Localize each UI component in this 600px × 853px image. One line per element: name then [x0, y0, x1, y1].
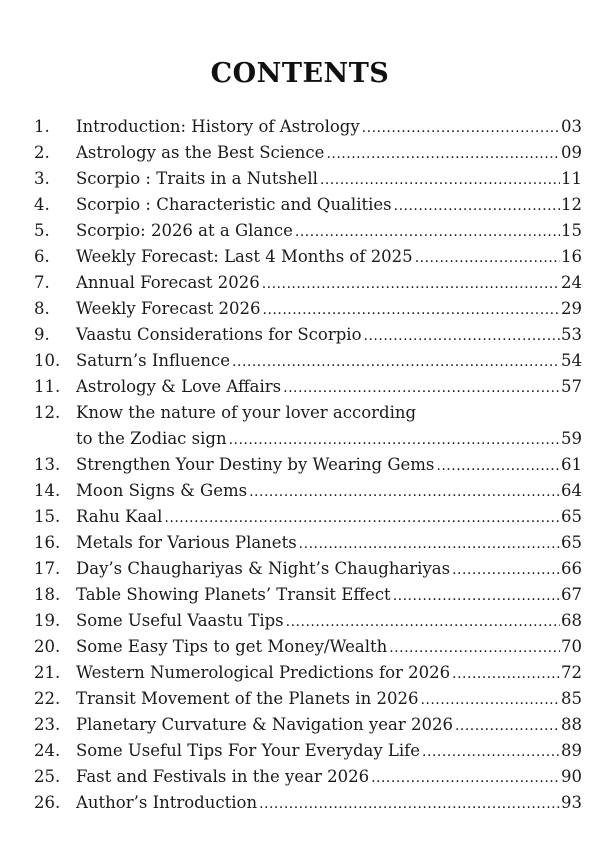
table-of-contents — [0, 114, 600, 816]
toc-entry — [0, 634, 600, 660]
leader-dots — [455, 713, 560, 739]
entry-page: 68 — [561, 611, 582, 630]
entry-number: 11. — [34, 377, 61, 396]
leader-dots — [422, 739, 560, 765]
entry-page: 85 — [561, 689, 582, 708]
toc-entry — [0, 738, 600, 764]
leader-dots — [436, 453, 560, 479]
entry-title: Introduction: History of Astrology — [76, 117, 360, 136]
entry-title: Know the nature of your lover according — [76, 403, 417, 422]
leader-dots — [299, 531, 560, 557]
leader-dots — [415, 245, 560, 271]
entry-title: Transit Movement of the Planets in 2026 — [76, 689, 419, 708]
entry-page: 67 — [561, 585, 582, 604]
entry-title: Scorpio : Traits in a Nutshell — [76, 169, 318, 188]
leader-dots — [232, 349, 560, 375]
toc-entry — [0, 192, 600, 218]
entry-page: 54 — [561, 351, 582, 370]
toc-entry — [0, 218, 600, 244]
entry-page: 88 — [561, 715, 582, 734]
entry-title: Vaastu Considerations for Scorpio — [76, 325, 362, 344]
entry-title: Some Easy Tips to get Money/Wealth — [76, 637, 388, 656]
leader-dots — [229, 427, 560, 453]
entry-page: 64 — [561, 481, 582, 500]
entry-number: 1. — [34, 117, 50, 136]
entry-title: Scorpio: 2026 at a Glance — [76, 221, 293, 240]
entry-number: 2. — [34, 143, 50, 162]
leader-dots — [420, 687, 560, 713]
leader-dots — [249, 479, 560, 505]
leader-dots — [389, 635, 560, 661]
entry-number: 3. — [34, 169, 50, 188]
toc-entry — [0, 790, 600, 816]
entry-title: Metals for Various Planets — [76, 533, 297, 552]
entry-number: 4. — [34, 195, 50, 214]
leader-dots — [283, 375, 560, 401]
leader-dots — [262, 271, 560, 297]
entry-page: 65 — [561, 533, 582, 552]
entry-number: 16. — [34, 533, 61, 552]
entry-number: 22. — [34, 689, 61, 708]
entry-title: Astrology & Love Affairs — [76, 377, 282, 396]
entry-page: 70 — [561, 637, 582, 656]
leader-dots — [164, 505, 560, 531]
entry-page: 57 — [561, 377, 582, 396]
entry-number: 24. — [34, 741, 61, 760]
toc-entry — [0, 478, 600, 504]
entry-title: Annual Forecast 2026 — [76, 273, 260, 292]
entry-title: Moon Signs & Gems — [76, 481, 248, 500]
entry-page: 61 — [561, 455, 582, 474]
entry-page: 16 — [561, 247, 582, 266]
leader-dots — [263, 297, 560, 323]
leader-dots — [362, 115, 560, 141]
entry-page: 12 — [561, 195, 582, 214]
entry-page: 59 — [561, 429, 582, 448]
entry-number: 15. — [34, 507, 61, 526]
entry-number: 9. — [34, 325, 50, 344]
entry-title: Table Showing Planets’ Transit Effect — [76, 585, 391, 604]
entry-page: 65 — [561, 507, 582, 526]
toc-entry — [0, 114, 600, 140]
entry-page: 66 — [561, 559, 582, 578]
toc-entry — [0, 244, 600, 270]
entry-number: 6. — [34, 247, 50, 266]
entry-title: Day’s Chaughariyas & Night’s Chaughariyas — [76, 559, 451, 578]
toc-entry — [0, 322, 600, 348]
entry-title: Some Useful Tips For Your Everyday Life — [76, 741, 421, 760]
entry-number: 26. — [34, 793, 61, 812]
entry-number: 8. — [34, 299, 50, 318]
entry-title: Saturn’s Influence — [76, 351, 231, 370]
entry-title: Fast and Festivals in the year 2026 — [76, 767, 370, 786]
leader-dots — [394, 193, 560, 219]
entry-page: 93 — [561, 793, 582, 812]
toc-entry — [0, 530, 600, 556]
leader-dots — [286, 609, 560, 635]
toc-entry — [0, 348, 600, 374]
entry-title: Astrology as the Best Science — [76, 143, 325, 162]
entry-number: 14. — [34, 481, 61, 500]
entry-page: 29 — [561, 299, 582, 318]
toc-entry — [0, 686, 600, 712]
entry-page: 03 — [561, 117, 582, 136]
entry-page: 15 — [561, 221, 582, 240]
entry-title: Strengthen Your Destiny by Wearing Gems — [76, 455, 435, 474]
toc-entry — [0, 400, 600, 452]
leader-dots — [295, 219, 560, 245]
toc-entry — [0, 556, 600, 582]
leader-dots — [259, 791, 560, 817]
entry-title: Weekly Forecast: Last 4 Months of 2025 — [76, 247, 413, 266]
entry-title: Rahu Kaal — [76, 507, 163, 526]
entry-number: 10. — [34, 351, 61, 370]
toc-entry — [0, 296, 600, 322]
leader-dots — [326, 141, 560, 167]
leader-dots — [452, 661, 560, 687]
toc-entry — [0, 504, 600, 530]
toc-entry — [0, 374, 600, 400]
toc-entry — [0, 660, 600, 686]
entry-title-continued: to the Zodiac sign — [76, 429, 227, 448]
entry-title: Author’s Introduction — [76, 793, 258, 812]
entry-page: 89 — [561, 741, 582, 760]
entry-number: 12. — [34, 403, 61, 422]
entry-page: 90 — [561, 767, 582, 786]
entry-number: 23. — [34, 715, 61, 734]
toc-entry — [0, 140, 600, 166]
toc-entry — [0, 712, 600, 738]
toc-entry — [0, 166, 600, 192]
entry-title: Scorpio : Characteristic and Qualities — [76, 195, 392, 214]
entry-title: Planetary Curvature & Navigation year 2026 — [76, 715, 453, 734]
toc-entry — [0, 608, 600, 634]
entry-page: 53 — [561, 325, 582, 344]
entry-page: 09 — [561, 143, 582, 162]
toc-entry — [0, 270, 600, 296]
leader-dots — [320, 167, 560, 193]
entry-page: 24 — [561, 273, 582, 292]
page-title: CONTENTS — [210, 58, 390, 89]
leader-dots — [371, 765, 560, 791]
entry-page: 72 — [561, 663, 582, 682]
leader-dots — [393, 583, 560, 609]
entry-number: 20. — [34, 637, 61, 656]
entry-number: 5. — [34, 221, 50, 240]
entry-number: 19. — [34, 611, 61, 630]
toc-entry — [0, 764, 600, 790]
entry-number: 17. — [34, 559, 61, 578]
entry-page: 11 — [561, 169, 582, 188]
entry-number: 21. — [34, 663, 61, 682]
entry-title: Weekly Forecast 2026 — [76, 299, 261, 318]
leader-dots — [364, 323, 560, 349]
entry-title: Western Numerological Predictions for 2026 — [76, 663, 451, 682]
entry-number: 7. — [34, 273, 50, 292]
entry-number: 25. — [34, 767, 61, 786]
toc-entry — [0, 452, 600, 478]
leader-dots — [452, 557, 560, 583]
entry-number: 13. — [34, 455, 61, 474]
entry-title: Some Useful Vaastu Tips — [76, 611, 284, 630]
entry-number: 18. — [34, 585, 61, 604]
toc-entry — [0, 582, 600, 608]
